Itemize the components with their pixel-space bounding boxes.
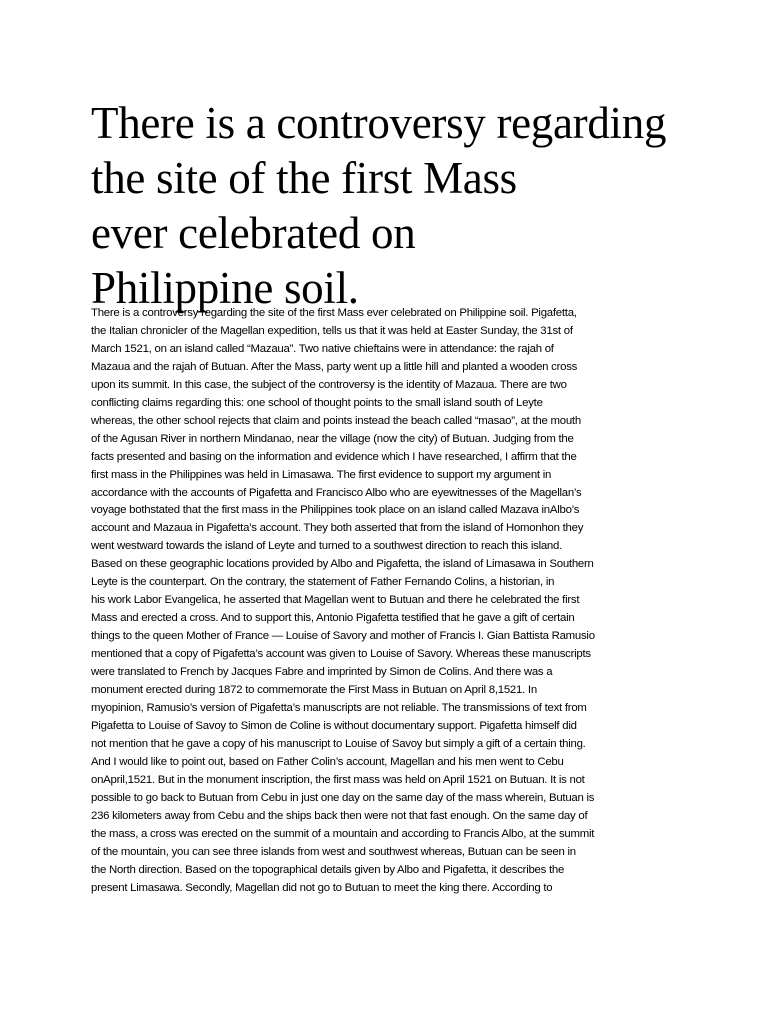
body-line: Mass and erected a cross. And to support this, Antonio Pigafetta testified that he gave a gift of certain: [91, 612, 575, 625]
body-line: the Italian chronicler of the Magellan expedition, tells us that it was held at Easter Sunday, the 31st of: [91, 324, 573, 337]
body-line: March 1521, on an island called “Mazaua”. Two native chieftains were in attendance: the rajah of: [91, 342, 554, 355]
body-line: upon its summit. In this case, the subject of the controversy is the identity of Mazaua. There are two: [91, 378, 567, 391]
body-line: Mazaua and the rajah of Butuan. After the Mass, party went up a little hill and planted a wooden cross: [91, 360, 578, 373]
body-line: voyage bothstated that the first mass in the Philippines took place on an island called Mazava inAlbo’s: [91, 504, 580, 517]
heading-line: ever celebrated on: [91, 208, 416, 258]
body-line: 236 kilometers away from Cebu and the ships back then were not that fast enough. On the same day of: [91, 809, 588, 822]
document-heading: [91, 96, 741, 316]
body-line: the mass, a cross was erected on the summit of a mountain and according to Francis Albo, at the summit: [91, 827, 595, 840]
body-line: Leyte is the counterpart. On the contrary, the statement of Father Fernando Colins, a historian, in: [91, 576, 555, 589]
body-line: were translated to French by Jacques Fabre and imprinted by Simon de Colins. And there was a: [91, 666, 553, 679]
body-line: onApril,1521. But in the monument inscription, the first mass was held on April 1521 on Butuan. It is not: [91, 773, 585, 786]
heading-line: Philippine soil.: [91, 263, 359, 313]
body-line: mentioned that a copy of Pigafetta’s account was given to Louise of Savory. Whereas these manuscripts: [91, 648, 591, 661]
body-line: conflicting claims regarding this: one school of thought points to the small island south of Leyte: [91, 396, 543, 409]
body-line: the North direction. Based on the topographical details given by Albo and Pigafetta, it describes the: [91, 863, 565, 876]
body-line: accordance with the accounts of Pigafetta and Francisco Albo who are eyewitnesses of the Magellan’s: [91, 486, 582, 499]
body-line: of the mountain, you can see three islands from west and southwest whereas, Butuan can be seen in: [91, 845, 576, 858]
body-line: myopinion, Ramusio’s version of Pigafetta’s manuscripts are not reliable. The transmissions of text from: [91, 701, 587, 714]
body-line: went westward towards the island of Leyte and turned to a southwest direction to reach this island.: [91, 540, 563, 553]
body-line: whereas, the other school rejects that claim and points instead the beach called “masao”, at the mouth: [91, 414, 581, 427]
body-line: Based on these geographic locations provided by Albo and Pigafetta, the island of Limasawa in Southern: [91, 558, 594, 571]
body-line: monument erected during 1872 to commemorate the First Mass in Butuan on April 8,1521. In: [91, 684, 537, 697]
body-line: account and Mazaua in Pigafetta’s account. They both asserted that from the island of Homonhon they: [91, 522, 584, 535]
body-line: possible to go back to Butuan from Cebu in just one day on the same day of the mass wherein, Butuan is: [91, 791, 595, 804]
body-line: present Limasawa. Secondly, Magellan did not go to Butuan to meet the king there. According to: [91, 881, 553, 894]
body-line: Pigafetta to Louise of Savoy to Simon de Coline is without documentary support. Pigafetta himself did: [91, 719, 577, 732]
body-line: And I would like to point out, based on Father Colin’s account, Magellan and his men went to Cebu: [91, 755, 564, 768]
body-line: There is a controversy regarding the site of the first Mass ever celebrated on Philippine soil. Pigafetta,: [91, 307, 577, 319]
body-line: not mention that he gave a copy of his manuscript to Louise of Savoy but simply a gift of a certain thing.: [91, 737, 586, 750]
body-line: facts presented and basing on the information and evidence which I have researched, I affirm that the: [91, 450, 577, 463]
body-line: first mass in the Philippines was held in Limasawa. The first evidence to support my argument in: [91, 468, 552, 481]
document-body: [91, 305, 681, 897]
body-line: things to the queen Mother of France — Louise of Savory and mother of Francis I. Gian Battista Ramusio: [91, 630, 595, 643]
heading-line: the site of the first Mass: [91, 153, 517, 203]
body-line: of the Agusan River in northern Mindanao, near the village (now the city) of Butuan. Judging from the: [91, 432, 574, 445]
heading-line: There is a controversy regarding: [91, 98, 667, 148]
body-line: his work Labor Evangelica, he asserted that Magellan went to Butuan and there he celebrated the first: [91, 594, 580, 607]
